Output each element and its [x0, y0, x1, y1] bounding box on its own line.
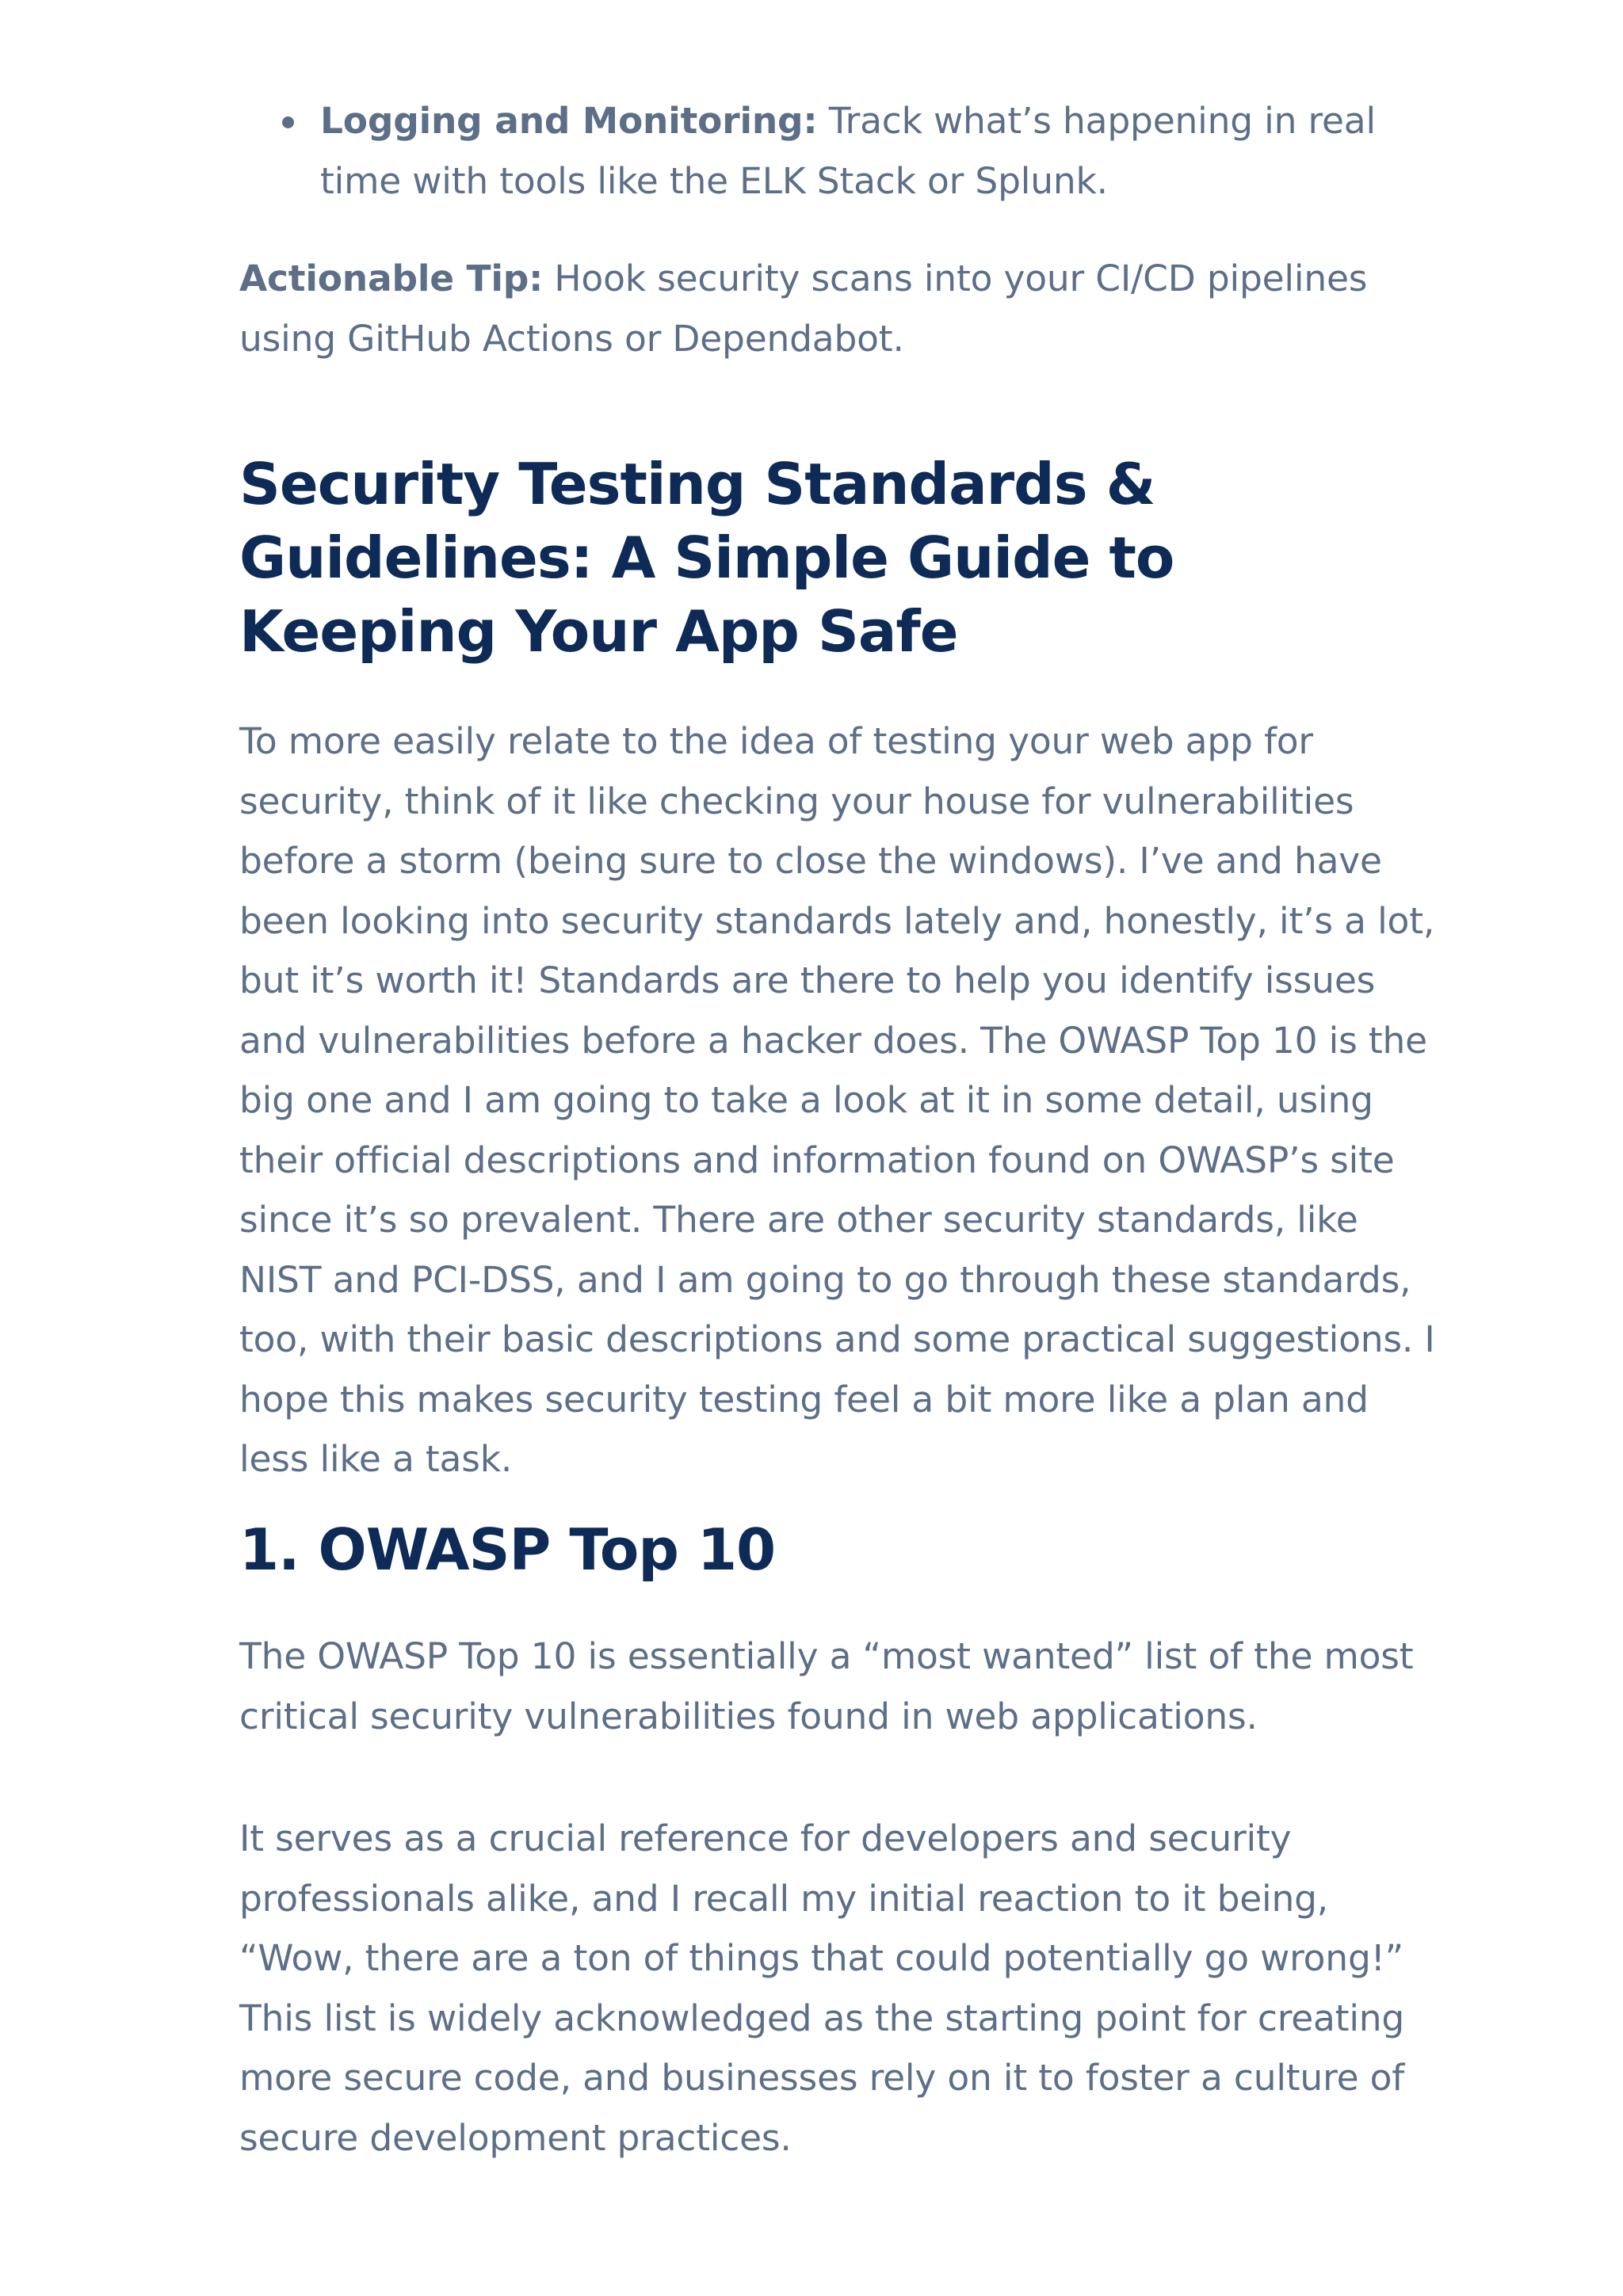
list-item-text: Track what’s happening in real time with tools like the ELK Stack or Splunk. [320, 100, 1376, 202]
intro-paragraph: To more easily relate to the idea of testing your web app for security, think of it like checking your house for vulnerabilities before a storm (being sure to close the windows). I’ve and have been looking into security standards lately and, honestly, it’s a lot, but it’s worth it! Standards are there to help you identify issues and vulnerabilities before a hacker does. The OWASP Top 10 is the big one and I am going to take a look at it in some detail, using their official descriptions and information found on OWASP’s site since it’s so prevalent. There are other security standards, like NIST and PCI-DSS, and I am going to go through these standards, too, with their basic descriptions and some practical suggestions. I hope this makes security testing feel a bit more like a plan and less like a task. [239, 720, 1435, 1480]
list-item-label: Logging and Monitoring: [320, 100, 818, 142]
owasp-heading: 1. OWASP Top 10 [239, 1516, 776, 1583]
bullet-dot-icon [282, 116, 294, 128]
owasp-paragraph-1: The OWASP Top 10 is essentially a “most wanted” list of the most critical security vulnerabilities found in web applications. [239, 1635, 1414, 1737]
tip-label: Actionable Tip: [239, 257, 544, 299]
list-item-logging-monitoring [320, 91, 1445, 211]
owasp-paragraph-2: It serves as a crucial reference for developers and security professionals alike, and I recall my initial reaction to it being, “Wow, there are a ton of things that could potentially go wrong!” This list is widely acknowledged as the starting point for creating more secure code, and businesses rely on it to foster a culture of secure development practices. [239, 1817, 1405, 2159]
section-heading: Security Testing Standards & Guidelines: A Simple Guide to Keeping Your App Safe [239, 451, 1174, 665]
actionable-tip [239, 249, 1444, 368]
tip-text: Hook security scans into your CI/CD pipelines using GitHub Actions or Dependabot. [239, 257, 1368, 360]
